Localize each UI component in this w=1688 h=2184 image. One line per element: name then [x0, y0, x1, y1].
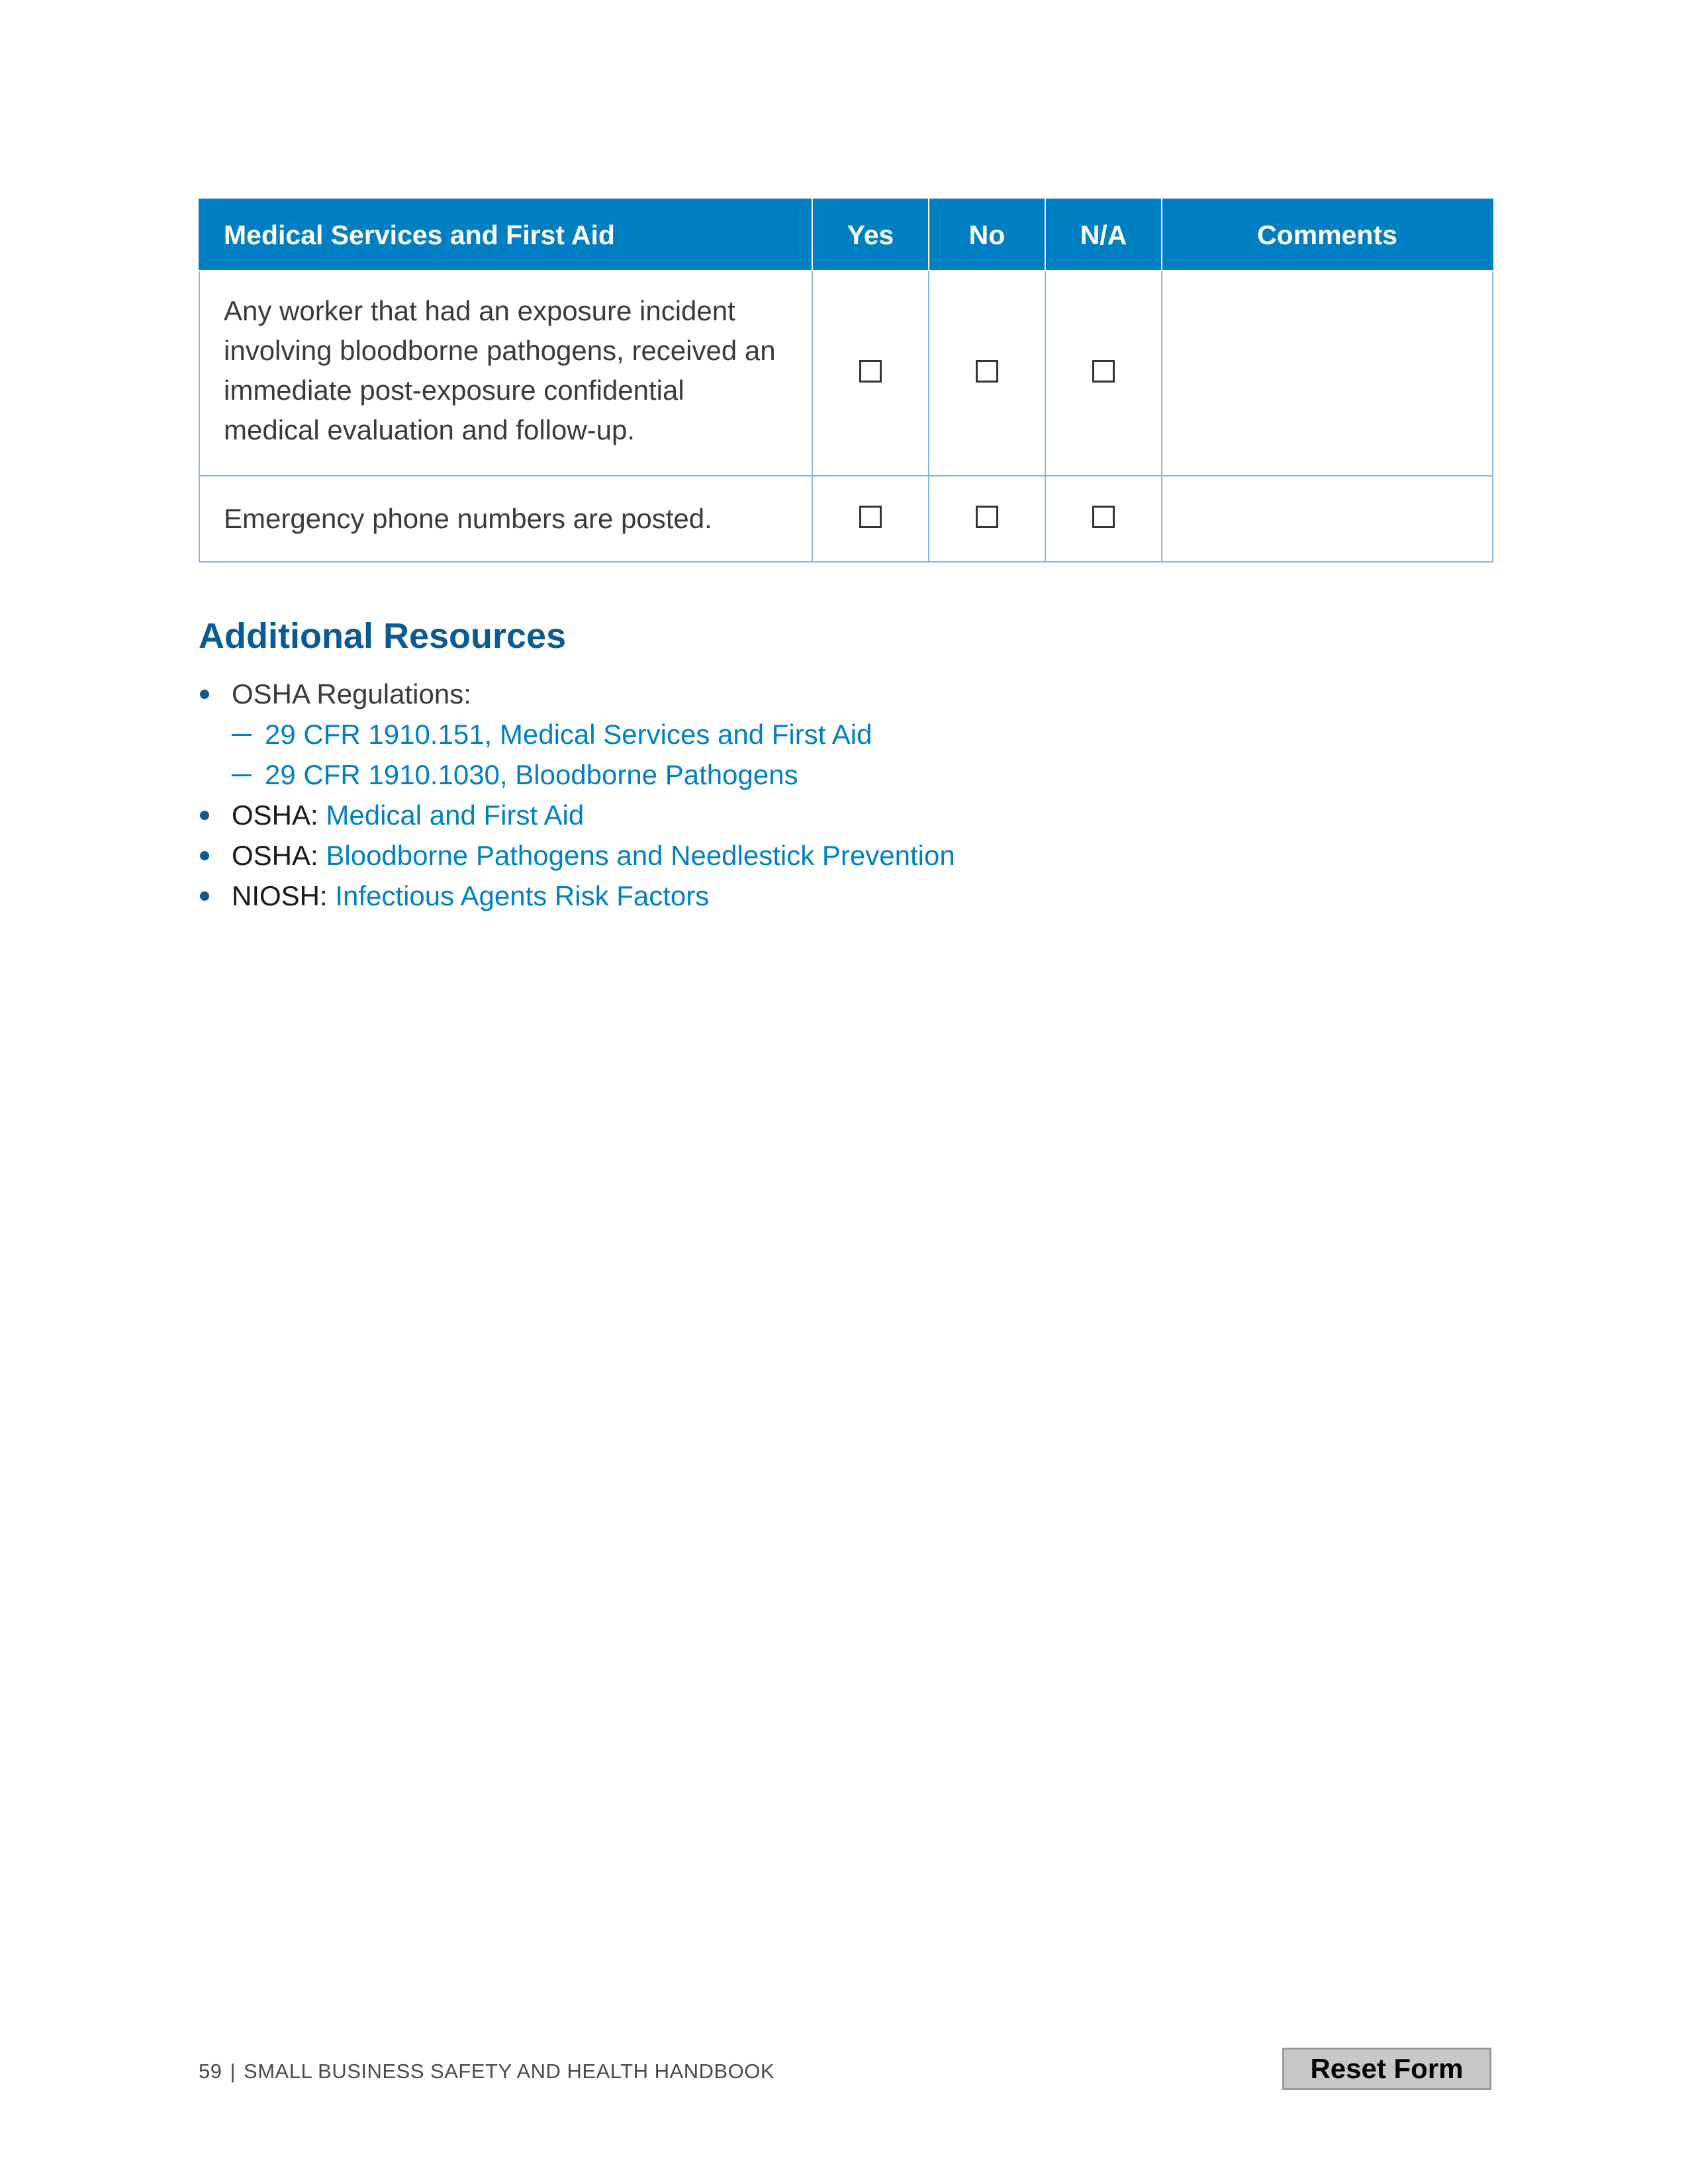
comments-field[interactable]: [1162, 476, 1493, 562]
row-item-text: Emergency phone numbers are posted.: [199, 476, 812, 562]
footer-separator: |: [230, 2060, 236, 2083]
link-prefix: OSHA:: [232, 799, 326, 831]
link-prefix: OSHA:: [232, 840, 326, 871]
medical-first-aid-link[interactable]: Medical and First Aid: [326, 799, 585, 831]
no-cell: [929, 476, 1045, 562]
row-item-text: Any worker that had an exposure incident involving bloodborne pathogens, received an immediate post-exposure confidential medical evaluation and follow-up.: [199, 271, 812, 476]
yes-checkbox-icon[interactable]: [859, 506, 882, 528]
na-checkbox-icon[interactable]: [1092, 360, 1115, 383]
list-item: [199, 835, 955, 876]
list-item: [199, 795, 955, 835]
header-comments: Comments: [1162, 199, 1493, 271]
no-checkbox-icon[interactable]: [976, 506, 998, 528]
no-checkbox-icon[interactable]: [976, 360, 998, 383]
table-header-row: [199, 199, 1493, 271]
bullet-icon: [200, 690, 209, 699]
regulation-link-1910-1030[interactable]: 29 CFR 1910.1030, Bloodborne Pathogens: [265, 759, 798, 790]
link-prefix: NIOSH:: [232, 880, 336, 911]
table-row: [199, 271, 1493, 476]
resources-list: [199, 674, 955, 916]
page-number: 59: [199, 2060, 222, 2083]
list-item: [199, 714, 955, 754]
bullet-icon: [200, 851, 209, 860]
reset-form-button[interactable]: Reset Form: [1282, 2048, 1491, 2090]
na-cell: [1045, 476, 1162, 562]
yes-cell: [812, 271, 929, 476]
header-na: N/A: [1045, 199, 1162, 271]
checklist-table: [199, 199, 1493, 563]
list-item: [199, 754, 955, 795]
osha-regulations-label: OSHA Regulations:: [232, 678, 471, 709]
table-row: [199, 476, 1493, 562]
header-no: No: [929, 199, 1045, 271]
na-checkbox-icon[interactable]: [1092, 506, 1115, 528]
bullet-icon: [200, 811, 209, 820]
comments-field[interactable]: [1162, 271, 1493, 476]
header-yes: Yes: [812, 199, 929, 271]
dash-icon: [232, 774, 252, 776]
resources-heading: Additional Resources: [199, 616, 567, 656]
list-item: [199, 876, 955, 916]
infectious-agents-link[interactable]: Infectious Agents Risk Factors: [335, 880, 710, 911]
bloodborne-pathogens-link[interactable]: Bloodborne Pathogens and Needlestick Prevention: [326, 840, 955, 871]
regulation-link-1910-151[interactable]: 29 CFR 1910.151, Medical Services and First Aid: [265, 719, 872, 750]
list-item: [199, 674, 955, 714]
yes-cell: [812, 476, 929, 562]
yes-checkbox-icon[interactable]: [859, 360, 882, 383]
na-cell: [1045, 271, 1162, 476]
no-cell: [929, 271, 1045, 476]
bullet-icon: [200, 891, 209, 901]
dash-icon: [232, 734, 252, 736]
footer-title: SMALL BUSINESS SAFETY AND HEALTH HANDBOOK: [244, 2060, 775, 2083]
header-item: Medical Services and First Aid: [199, 199, 812, 271]
page-footer: [199, 2060, 774, 2083]
